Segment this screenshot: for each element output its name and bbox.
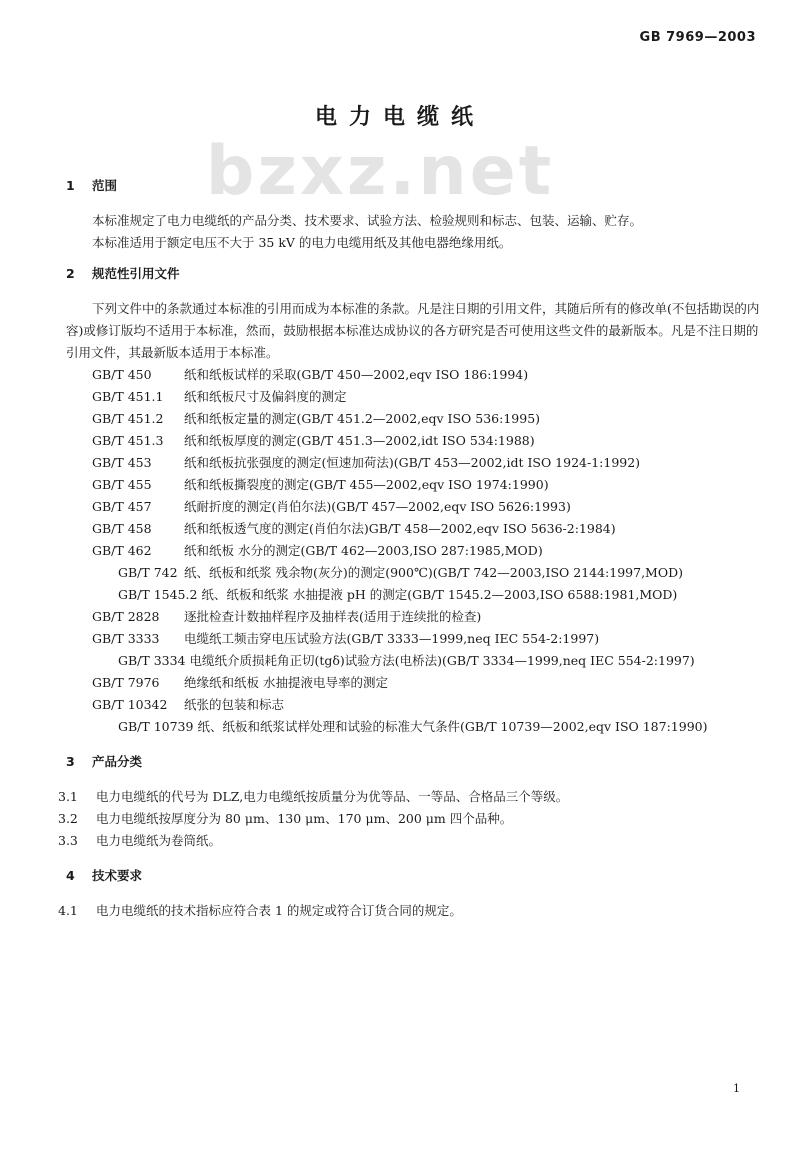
reference-item: GB/T 10739 纸、纸板和纸浆试样处理和试验的标准大气条件(GB/T 10739—2002,eqv ISO 187:1990) xyxy=(118,719,708,734)
section-heading-2: 2 规范性引用文件 xyxy=(66,266,180,281)
watermark: bzxz.net xyxy=(205,132,555,211)
document-body xyxy=(58,176,766,922)
reference-item: GB/T 457 纸耐折度的测定(肖伯尔法)(GB/T 457—2002,eqv ISO 5626:1993) xyxy=(92,499,571,514)
reference-item: GB/T 451.3 纸和纸板厚度的测定(GB/T 451.3—2002,idt ISO 534:1988) xyxy=(92,433,535,448)
reference-item: GB/T 450 纸和纸板试样的采取(GB/T 450—2002,eqv ISO 186:1994) xyxy=(92,367,529,382)
clause-item: 3.2 电力电缆纸按厚度分为 80 μm、130 μm、170 μm、200 μm 四个品种。 xyxy=(58,811,513,826)
section-heading-1: 1 范围 xyxy=(66,178,118,193)
reference-item: GB/T 462 纸和纸板 水分的测定(GB/T 462—2003,ISO 287:1985,MOD) xyxy=(92,543,543,558)
reference-item: GB/T 1545.2 纸、纸板和纸浆 水抽提液 pH 的测定(GB/T 1545.2—2003,ISO 6588:1981,MOD) xyxy=(118,587,678,602)
reference-item: GB/T 7976 绝缘纸和纸板 水抽提液电导率的测定 xyxy=(92,675,388,690)
reference-item: GB/T 2828 逐批检查计数抽样程序及抽样表(适用于连续批的检查) xyxy=(92,609,482,624)
clause-item: 3.1 电力电缆纸的代号为 DLZ,电力电缆纸按质量分为优等品、一等品、合格品三个等级。 xyxy=(58,789,569,804)
reference-item: GB/T 742 纸、纸板和纸浆 残余物(灰分)的测定(900℃)(GB/T 742—2003,ISO 2144:1997,MOD) xyxy=(118,565,683,580)
standard-number: GB 7969—2003 xyxy=(639,30,756,45)
clause-item: 4.1 电力电缆纸的技术指标应符合表 1 的规定或符合订货合同的规定。 xyxy=(58,903,462,918)
reference-item: GB/T 10342 纸张的包装和标志 xyxy=(92,697,284,712)
clause-item: 3.3 电力电缆纸为卷筒纸。 xyxy=(58,833,222,848)
section-heading-3: 3 产品分类 xyxy=(66,754,143,769)
page-number: 1 xyxy=(733,1082,740,1095)
paragraph: 下列文件中的条款通过本标准的引用而成为本标准的条款。凡是注日期的引用文件，其随后所有的修改单(不包括勘误的内容)或修订版均不适用于本标准，然而，鼓励根据本标准达成协议的各方研究是否可使用这些文件的最新版本。凡是不注日期的引用文件，其最新版本适用于本标准。 xyxy=(66,301,760,360)
reference-list xyxy=(66,364,766,738)
reference-item: GB/T 453 纸和纸板抗张强度的测定(恒速加荷法)(GB/T 453—2002,idt ISO 1924-1:1992) xyxy=(92,455,641,470)
reference-item: GB/T 451.1 纸和纸板尺寸及偏斜度的测定 xyxy=(92,389,347,404)
reference-item: GB/T 3333 电缆纸工频击穿电压试验方法(GB/T 3333—1999,neq IEC 554-2:1997) xyxy=(92,631,600,646)
section-heading-4: 4 技术要求 xyxy=(66,868,143,883)
paragraph: 本标准规定了电力电缆纸的产品分类、技术要求、试验方法、检验规则和标志、包装、运输、贮存。 xyxy=(92,213,643,228)
reference-item: GB/T 451.2 纸和纸板定量的测定(GB/T 451.2—2002,eqv ISO 536:1995) xyxy=(92,411,541,426)
reference-item: GB/T 3334 电缆纸介质损耗角正切(tgδ)试验方法(电桥法)(GB/T 3334—1999,neq IEC 554-2:1997) xyxy=(118,653,695,668)
document-title: 电力电缆纸 xyxy=(314,105,485,130)
paragraph: 本标准适用于额定电压不大于 35 kV 的电力电缆用纸及其他电器绝缘用纸。 xyxy=(92,235,512,250)
reference-item: GB/T 455 纸和纸板撕裂度的测定(GB/T 455—2002,eqv ISO 1974:1990) xyxy=(92,477,549,492)
reference-item: GB/T 458 纸和纸板透气度的测定(肖伯尔法)GB/T 458—2002,eqv ISO 5636-2:1984) xyxy=(92,521,616,536)
